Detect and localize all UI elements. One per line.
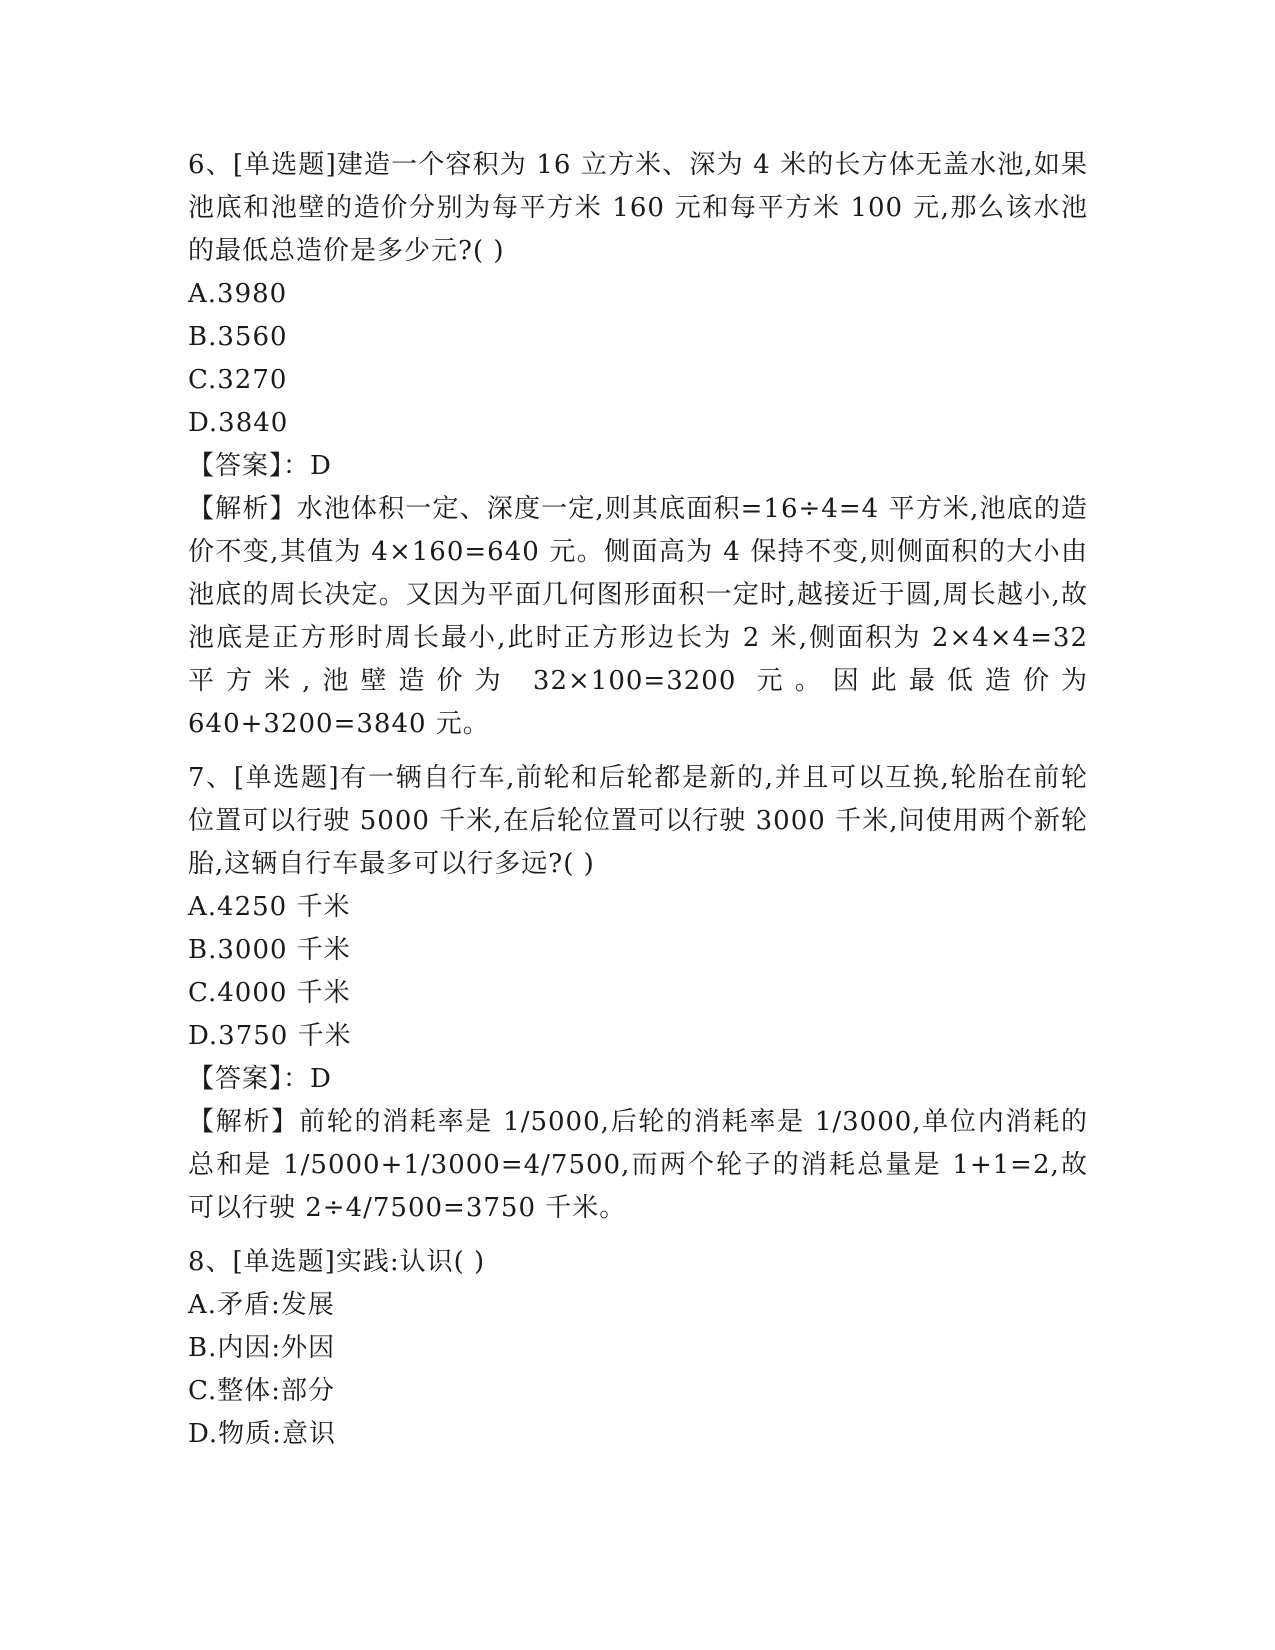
option-b: B.内因:外因 bbox=[188, 1333, 336, 1363]
question-text: 7、[单选题]有一辆自行车,前轮和后轮都是新的,并且可以互换,轮胎在前轮位置可以行驶 5000 千米,在后轮位置可以行驶 3000 千米,问使用两个新轮胎,这辆自行车最多可以行多远?( ) bbox=[188, 763, 1088, 879]
option-c: C.整体:部分 bbox=[188, 1376, 335, 1406]
option-b: B.3560 bbox=[188, 322, 288, 352]
option-a: A.3980 bbox=[188, 279, 288, 309]
option-d: D.3750 千米 bbox=[188, 1021, 352, 1051]
option-c: C.4000 千米 bbox=[188, 978, 351, 1008]
question-text: 8、[单选题]实践:认识( ) bbox=[188, 1247, 486, 1277]
question-text: 6、[单选题]建造一个容积为 16 立方米、深为 4 米的长方体无盖水池,如果池底和池壁的造价分别为每平方米 160 元和每平方米 100 元,那么该水池的最低总造价是多少元?( ) bbox=[188, 150, 1088, 266]
answer-label: 【答案】 bbox=[188, 451, 284, 481]
option-c: C.3270 bbox=[188, 365, 288, 395]
analysis-line bbox=[188, 488, 1088, 746]
analysis-label: 【解析】 bbox=[188, 494, 297, 524]
answer-value: D bbox=[310, 1064, 332, 1094]
answer-separator: ： bbox=[283, 451, 311, 481]
option-d: D.3840 bbox=[188, 408, 289, 438]
option-b: B.3000 千米 bbox=[188, 935, 351, 965]
answer-line bbox=[188, 445, 1088, 488]
question-8 bbox=[188, 1241, 1088, 1456]
analysis-text: 水池体积一定、深度一定,则其底面积=16÷4=4 平方米,池底的造价不变,其值为 4×160=640 元。侧面高为 4 保持不变,则侧面积的大小由池底的周长决定。又因为平面几何图形面积一定时,越接近于圆,周长越小,故池底是正方形时周长最小,此时正方形边长为 2 米,侧面积为 2×4×4=32 平方米,池壁造价为 32×100=3200 元。因此最低造价为 640+3200=3840 元。 bbox=[188, 494, 1088, 739]
analysis-label: 【解析】 bbox=[188, 1107, 299, 1137]
question-7 bbox=[188, 757, 1088, 1230]
option-a: A.4250 千米 bbox=[188, 892, 351, 922]
analysis-line bbox=[188, 1101, 1088, 1230]
answer-separator: ： bbox=[283, 1064, 311, 1094]
answer-value: D bbox=[310, 451, 332, 481]
answer-label: 【答案】 bbox=[188, 1064, 284, 1094]
option-a: A.矛盾:发展 bbox=[188, 1290, 335, 1320]
question-6 bbox=[188, 144, 1088, 746]
answer-line bbox=[188, 1058, 1088, 1101]
analysis-text: 前轮的消耗率是 1/5000,后轮的消耗率是 1/3000,单位内消耗的总和是 1/5000+1/3000=4/7500,而两个轮子的消耗总量是 1+1=2,故可以行驶 2÷4/7500=3750 千米。 bbox=[188, 1107, 1088, 1223]
question-list bbox=[188, 144, 1088, 1456]
option-d: D.物质:意识 bbox=[188, 1419, 336, 1449]
